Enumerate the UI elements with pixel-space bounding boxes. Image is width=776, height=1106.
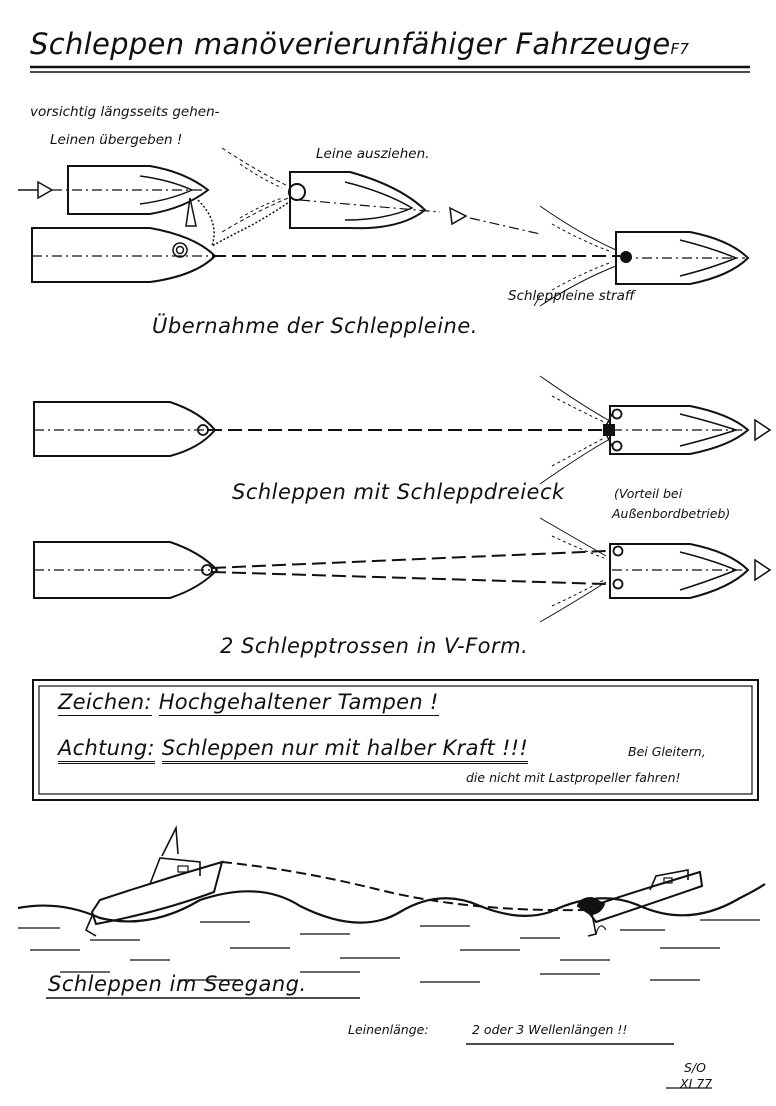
aside-advantage-1: (Vorteil bei xyxy=(614,486,683,501)
signature-initials: S/O xyxy=(684,1060,706,1075)
caption-heavy-seas: Schleppen im Seegang. xyxy=(48,972,307,996)
line-length-label: Leinenlänge: xyxy=(348,1022,429,1037)
warning-label: Achtung: xyxy=(58,736,155,764)
caption-tow-triangle: Schleppen mit Schleppdreieck xyxy=(232,480,565,504)
warning-line xyxy=(58,738,528,759)
signal-text: Hochgehaltener Tampen ! xyxy=(158,690,439,714)
warning-text: Schleppen nur mit halber Kraft !!! xyxy=(162,736,528,764)
line-length-value: 2 oder 3 Wellenlängen !! xyxy=(472,1022,628,1037)
note-alongside-1: vorsichtig längsseits gehen- xyxy=(30,104,220,120)
warning-aside-2: die nicht mit Lastpropeller fahren! xyxy=(466,770,681,785)
towed-boat-2 xyxy=(34,402,215,456)
warning-aside-1: Bei Gleitern, xyxy=(628,744,706,759)
aside-advantage-2: Außenbordbetrieb) xyxy=(612,506,731,521)
section2-drawing xyxy=(34,376,770,484)
page-title-text: Schleppen manöverierunfähiger Fahrzeuge xyxy=(30,27,671,61)
sea-towing-boat xyxy=(92,862,222,924)
note-taut-line: Schleppleine straff xyxy=(508,288,635,304)
signal-line xyxy=(58,692,439,713)
caption-line-takeover: Übernahme der Schleppleine. xyxy=(152,314,478,338)
section4-drawing xyxy=(18,828,765,1044)
section3-drawing xyxy=(34,518,770,622)
towing-boat-3 xyxy=(610,544,748,598)
signal-label: Zeichen: xyxy=(58,690,152,714)
caption-v-form: 2 Schlepptrossen in V-Form. xyxy=(220,634,529,658)
disabled-boat xyxy=(32,228,215,282)
note-alongside-2: Leinen übergeben ! xyxy=(50,132,183,148)
note-pull-out: Leine ausziehen. xyxy=(316,146,430,162)
section1-drawing xyxy=(18,148,748,306)
page-code: F7 xyxy=(670,40,690,58)
page-title xyxy=(30,27,690,61)
signature-date: XI 77 xyxy=(680,1076,713,1091)
